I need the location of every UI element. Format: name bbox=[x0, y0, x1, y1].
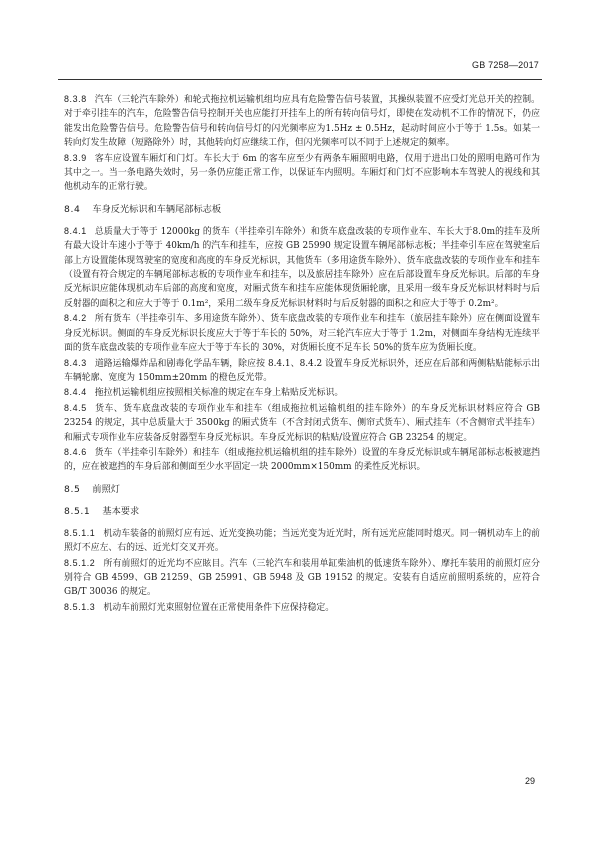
clause-number: 8.4.1 bbox=[64, 225, 87, 236]
clause-number: 8.3.9 bbox=[64, 152, 87, 163]
section-number: 8.4 bbox=[64, 203, 81, 215]
clause-text: 道路运输爆炸品和剧毒化学品车辆，除应按 8.4.1、8.4.2 设置车身反光标识外，还应在后部和两侧粘贴能标示出车辆轮廓、宽度为 150mm±20mm 的橙色反光带。 bbox=[64, 358, 540, 383]
clause-text: 汽车（三轮汽车除外）和轮式拖拉机运输机组均应具有危险警告信号装置，其操纵装置不应受灯光总开关的控制。对于牵引挂车的汽车，危险警告信号控制开关也应能打开挂车上的所有转向信号灯，即使在发动机不工作的情况下，仍应能发出危险警告信号。危险警告信号和转向信号灯的闪光频率应为1.5Hz ± 0.5Hz，起动时间应小于等于 1.5s。如某一转向灯发生故障（短路除外）时，其他转向灯应继续工作，但闪光频率可以不同于上述规定的频率。 bbox=[64, 95, 540, 149]
clause-number: 8.5.1.2 bbox=[64, 557, 96, 568]
section-title: 基本要求 bbox=[102, 505, 140, 517]
clause-8-5-1-3 bbox=[64, 600, 540, 615]
section-title: 前照灯 bbox=[92, 483, 120, 495]
section-title: 车身反光标识和车辆尾部标志板 bbox=[92, 203, 222, 215]
section-number: 8.5.1 bbox=[64, 505, 91, 517]
section-heading-8-5-1 bbox=[64, 504, 540, 519]
clause-text: 所有货车（半挂牵引车、多用途货车除外）、货车底盘改装的专项作业车和挂车（旅居挂车除外）应在侧面设置车身反光标识。侧面的车身反光标识长度应大于等于车长的 50%，对三轮汽车应大于等于 1.2m，对侧面车身结构无连续平面的货车底盘改装的专项作业车应大于等于车长的 30%，对货厢长度不足车长 50%的货车应为货厢长度。 bbox=[64, 314, 540, 354]
section-heading-8-4 bbox=[64, 202, 540, 217]
clause-number: 8.4.5 bbox=[64, 402, 87, 413]
clause-8-3-8 bbox=[64, 92, 540, 151]
clause-8-5-1-1 bbox=[64, 526, 540, 556]
clause-text: 拖拉机运输机组应按照相关标准的规定在车身上粘贴反光标识。 bbox=[94, 388, 344, 399]
section-heading-8-5 bbox=[64, 482, 540, 497]
clause-number: 8.5.1.3 bbox=[64, 601, 96, 612]
clause-number: 8.4.3 bbox=[64, 357, 87, 368]
clause-text: 所有前照灯的近光均不应眩目。汽车（三轮汽车和装用单缸柴油机的低速货车除外）、摩托车装用的前照灯应分别符合 GB 4599、GB 21259、GB 25991、GB 5948 及 GB 19152 的规定。安装有自适应前照明系统的，应符合 GB/T 30036 的规定。 bbox=[64, 558, 540, 598]
clause-number: 8.4.4 bbox=[64, 387, 87, 398]
clause-text: 货车（半挂牵引车除外）和挂车（组成拖拉机运输机组的挂车除外）设置的车身反光标识或车辆尾部标志板被遮挡的，应在被遮挡的车身后部和侧面至少水平固定一块 2000mm×150mm 的柔性反光标识。 bbox=[64, 447, 540, 473]
clause-text: 机动车装备的前照灯应有远、近光变换功能；当远光变为近光时，所有远光应能同时熄灭。同一辆机动车上的前照灯不应左、右的远、近光灯交叉开亮。 bbox=[64, 528, 540, 554]
clause-8-3-9 bbox=[64, 151, 540, 195]
document-body bbox=[64, 92, 540, 615]
clause-8-5-1-2 bbox=[64, 556, 540, 600]
clause-number: 8.4.2 bbox=[64, 313, 87, 324]
document-code: GB 7258—2017 bbox=[472, 60, 539, 70]
clause-8-4-3 bbox=[64, 356, 540, 386]
clause-number: 8.5.1.1 bbox=[64, 527, 96, 538]
clause-text: 总质量大于等于 12000kg 的货车（半挂牵引车除外）和货车底盘改装的专项作业车、车长大于8.0m的挂车及所有最大设计车速小于等于 40km/h 的汽车和挂车，应按 GB 25990 规定设置车辆尾部标志板；半挂牵引车应在驾驶室后部上方设置能体现驾驶室的宽度和高度的车身反光标识，其他货车（多用途货车除外）、货车底盘改装的专项作业车和挂车（设置有符合规定的车辆尾部标志板的专项作业车和挂车，以及旅居挂车除外）应在后部设置车身反光标识。后部的车身反光标识应能体现机动车后部的高度和宽度，对厢式货车和挂车应能体现货厢轮廓，且采用一级车身反光标识材料时与后反射器的面积之和应大于等于 0.1m²，采用二级车身反光标识材料时与后反射器的面积之和应大于等于 0.2m²。 bbox=[64, 226, 540, 309]
clause-number: 8.4.6 bbox=[64, 446, 87, 457]
clause-number: 8.3.8 bbox=[64, 94, 87, 104]
section-number: 8.5 bbox=[64, 483, 81, 495]
clause-8-4-4 bbox=[64, 385, 540, 400]
clause-8-4-6 bbox=[64, 445, 540, 475]
clause-text: 货车、货车底盘改装的专项作业车和挂车（组成拖拉机运输机组的挂车除外）的车身反光标识材料应符合 GB 23254 的规定，其中总质量大于 3500kg 的厢式货车（不含封闭式货车、侧帘式货车）、厢式挂车（不含侧帘式半挂车）和厢式专项作业车应装备反射器型车身反光标识。车身反光标识的粘贴/设置应符合 GB 23254 的规定。 bbox=[64, 403, 540, 443]
clause-text: 客车应设置车厢灯和门灯。车长大于 6m 的客车应至少有两条车厢照明电路，仅用于进出口处的照明电路可作为其中之一。当一条电路失效时，另一条仍应能正常工作，以保证车内照明。车厢灯和门灯不应影响本车驾驶人的视线和其他机动车的正常行驶。 bbox=[64, 153, 540, 193]
clause-8-4-1 bbox=[64, 224, 540, 311]
page-number: 29 bbox=[524, 776, 535, 786]
header-divider bbox=[58, 79, 542, 80]
clause-text: 机动车前照灯光束照射位置在正常使用条件下应保持稳定。 bbox=[103, 602, 335, 613]
clause-8-4-5 bbox=[64, 401, 540, 445]
clause-8-4-2 bbox=[64, 311, 540, 355]
